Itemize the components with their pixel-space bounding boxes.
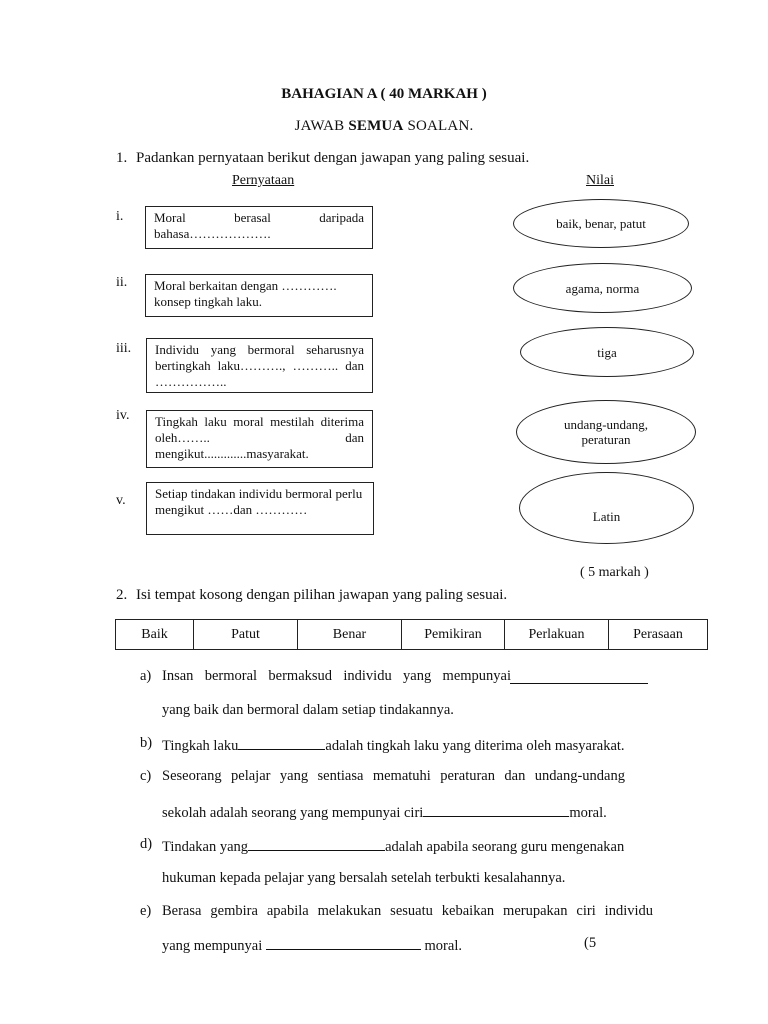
answer-oval: undang-undang, peraturan	[516, 400, 696, 464]
answer-blank[interactable]	[423, 802, 569, 817]
item-label-c: c)	[140, 768, 152, 784]
answer-blank[interactable]	[510, 669, 648, 689]
item-label-a: a)	[140, 668, 152, 684]
item-e-pre: yang mempunyai	[162, 938, 266, 954]
statement-number: iv.	[116, 408, 130, 423]
q1-marks: ( 5 markah )	[580, 565, 649, 580]
item-c-pre: sekolah adalah seorang yang mempunyai ciri	[162, 805, 424, 821]
answer-blank[interactable]	[248, 836, 385, 851]
item-b-post: adalah tingkah laku yang diterima oleh masyarakat.	[325, 738, 625, 754]
option-cell: Perlakuan	[505, 620, 609, 650]
item-a-text: Insan bermoral bermaksud individu yang mempunyai	[162, 668, 511, 684]
q2-marks-partial: (5	[584, 935, 597, 951]
item-d-text	[162, 836, 624, 856]
q2-text: Isi tempat kosong dengan pilihan jawapan yang paling sesuai.	[136, 587, 508, 603]
option-cell: Pemikiran	[402, 620, 505, 650]
item-d-post: adalah apabila seorang guru mengenakan	[385, 839, 625, 855]
statement-box: Tingkah laku moral mestilah diterima oleh…….. dan mengikut.............masyarakat.	[146, 410, 373, 468]
item-a-text-cont: yang baik dan bermoral dalam setiap tindakannya.	[162, 702, 454, 718]
item-b-text	[162, 735, 625, 755]
answer-blank[interactable]	[238, 735, 325, 750]
option-cell: Patut	[194, 620, 298, 650]
item-e-text: Berasa gembira apabila melakukan sesuatu kebaikan merupakan ciri individu	[162, 903, 653, 919]
item-d-pre: Tindakan yang	[162, 839, 249, 855]
statement-number: v.	[116, 493, 126, 508]
statement-number: iii.	[116, 341, 132, 356]
instruction-post: SOALAN.	[403, 118, 474, 134]
answer-oval: Latin	[519, 472, 694, 544]
statement-box: Moral berasal daripada bahasa……………….	[145, 206, 373, 249]
statement-box: Moral berkaitan dengan …………. konsep tingkah laku.	[145, 274, 373, 317]
item-c-text-cont	[162, 802, 607, 822]
answer-oval: baik, benar, patut	[513, 199, 689, 248]
q2-number: 2.	[116, 587, 128, 603]
item-label-b: b)	[140, 735, 153, 751]
answer-oval: agama, norma	[513, 263, 692, 313]
answer-oval: tiga	[520, 327, 694, 377]
column-heading-statement: Pernyataan	[232, 173, 295, 188]
item-b-pre: Tingkah laku	[162, 738, 239, 754]
statement-box: Setiap tindakan individu bermoral perlu mengikut ……dan …………	[146, 482, 374, 535]
instruction-bold: SEMUA	[348, 118, 404, 134]
item-d-text-cont: hukuman kepada pelajar yang bersalah setelah terbukti kesalahannya.	[162, 870, 566, 886]
option-cell: Baik	[116, 620, 194, 650]
option-cell: Perasaan	[609, 620, 708, 650]
statement-number: ii.	[116, 275, 128, 290]
instruction	[0, 118, 768, 135]
item-c-post: moral.	[569, 805, 607, 821]
q1-text: Padankan pernyataan berikut dengan jawapan yang paling sesuai.	[136, 150, 530, 166]
item-e-text-cont	[162, 935, 462, 955]
options-row	[116, 620, 708, 650]
item-c-text: Seseorang pelajar yang sentiasa mematuhi peraturan dan undang-undang	[162, 768, 625, 784]
item-label-e: e)	[140, 903, 152, 919]
statement-number: i.	[116, 209, 124, 224]
answer-blank[interactable]	[266, 935, 421, 950]
item-e-post: moral.	[420, 938, 462, 954]
q1-number: 1.	[116, 150, 128, 166]
section-title: BAHAGIAN A ( 40 MARKAH )	[281, 86, 487, 102]
option-cell: Benar	[298, 620, 402, 650]
instruction-pre: JAWAB	[294, 118, 349, 134]
column-heading-value: Nilai	[586, 173, 614, 188]
statement-box: Individu yang bermoral seharusnya bertingkah laku………., ……….. dan ……………..	[146, 338, 373, 393]
options-table	[115, 619, 708, 650]
item-label-d: d)	[140, 836, 153, 852]
